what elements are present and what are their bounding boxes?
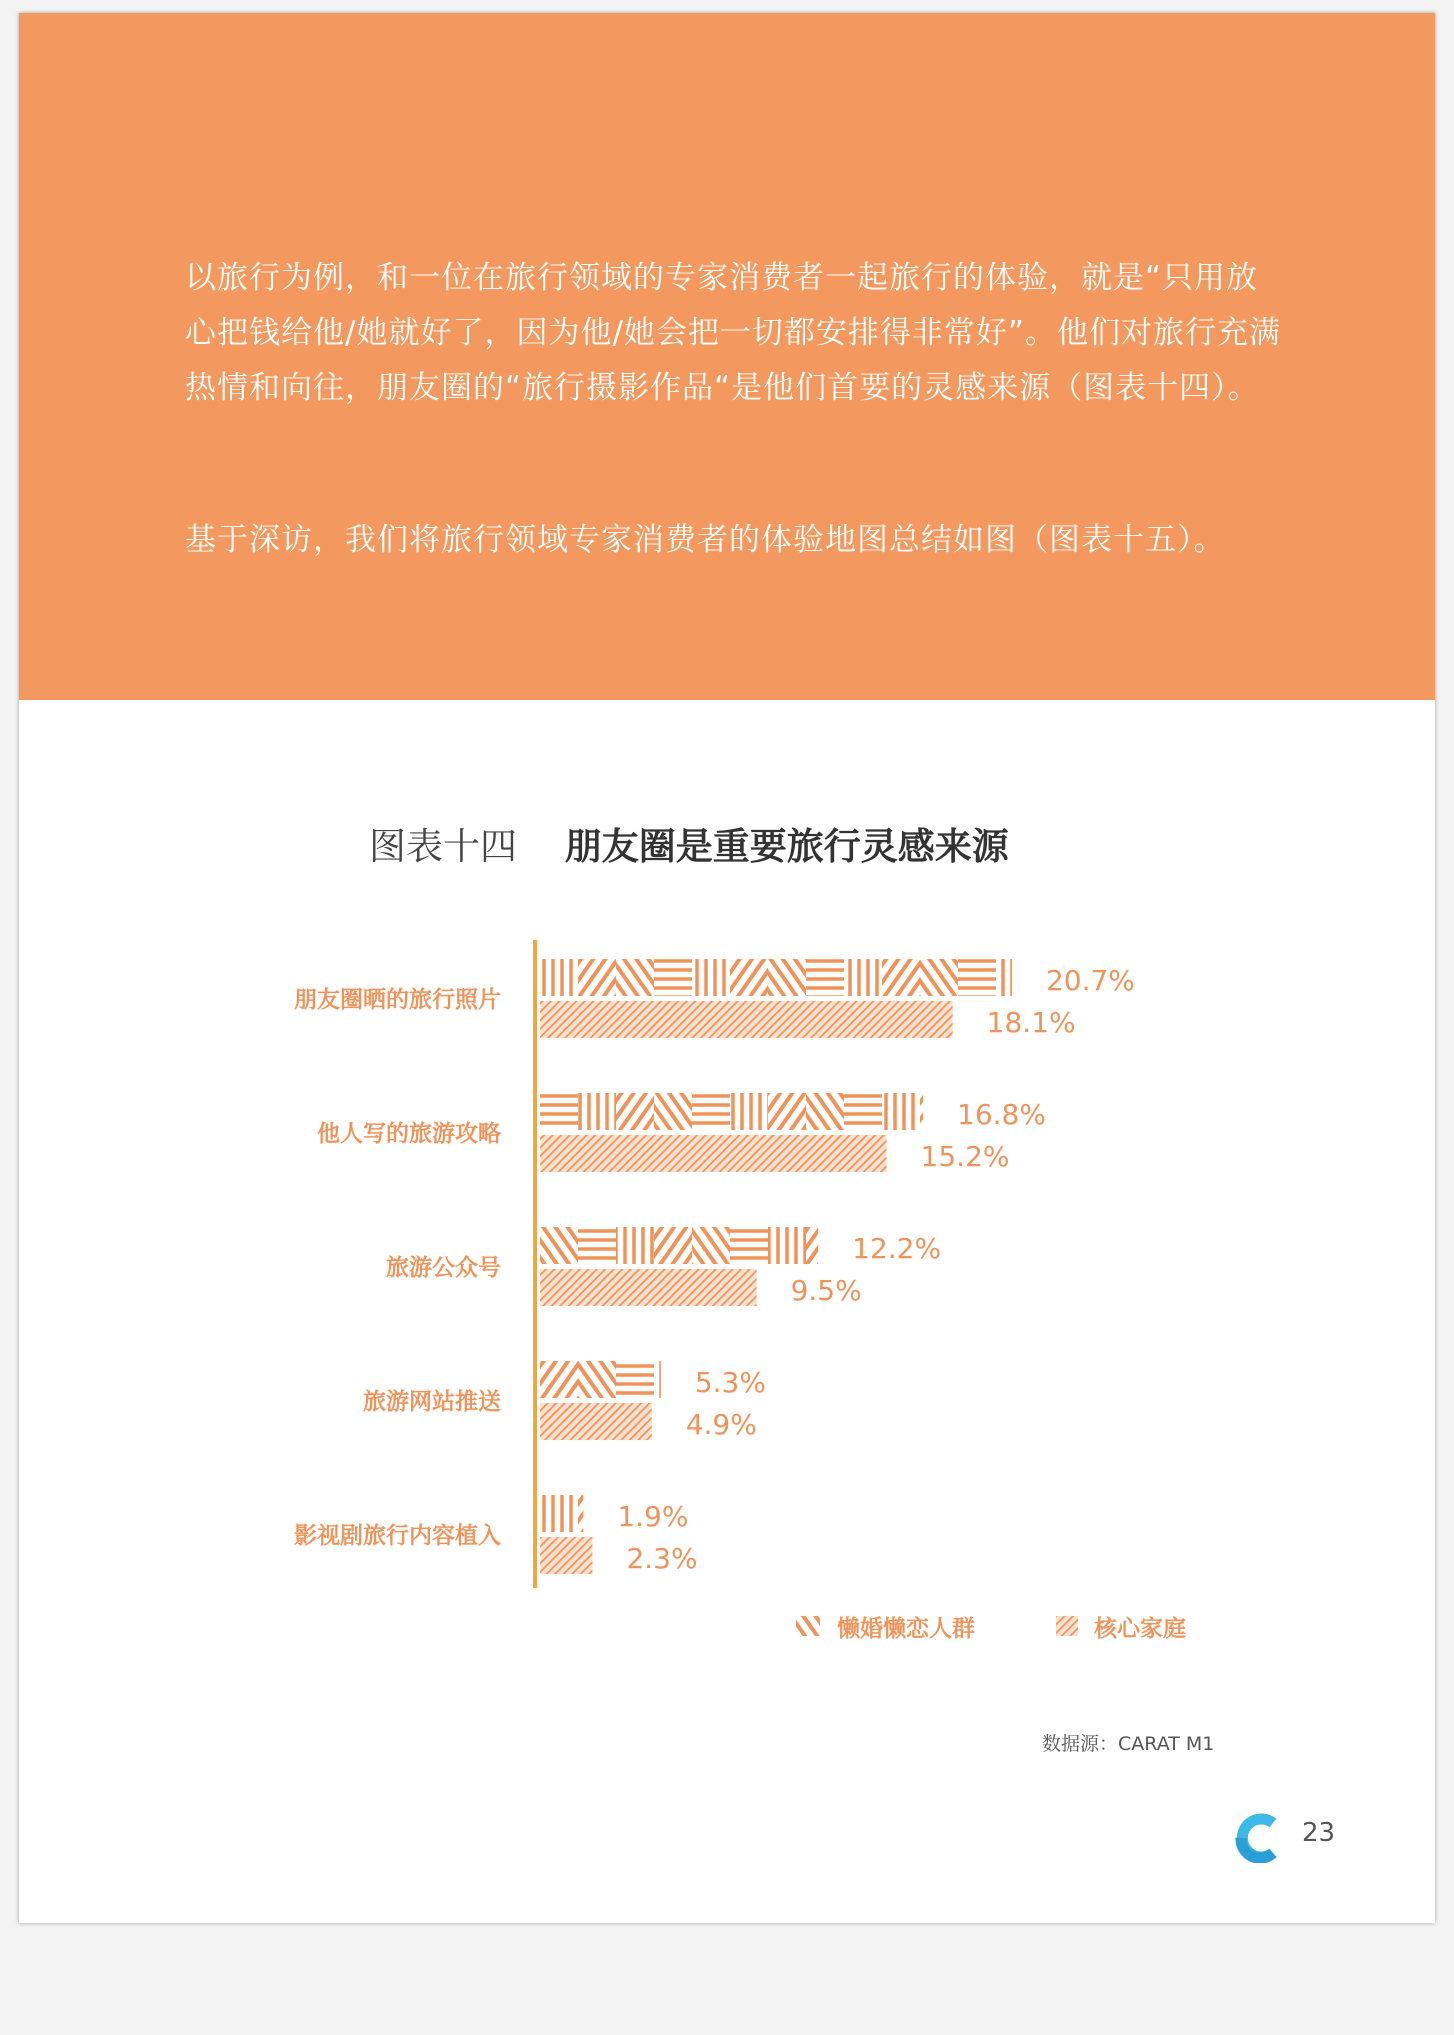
value-label: 20.7% (1045, 964, 1135, 997)
bar-series-2 (540, 1269, 757, 1306)
bar-segment (540, 1001, 953, 1038)
value-label: 1.9% (617, 1500, 689, 1533)
bar-texture-segment (578, 1227, 616, 1264)
bar-texture-segment (692, 1227, 730, 1264)
bar-texture-segment (578, 959, 616, 996)
bar-texture-segment (616, 959, 654, 996)
legend-swatch-series-1 (796, 1616, 820, 1636)
category-label: 旅游网站推送 (363, 1389, 501, 1415)
legend-swatch-series-2 (1056, 1616, 1078, 1636)
data-source: 数据源：CARAT M1 (1042, 1733, 1215, 1755)
bar-texture-segment (882, 959, 920, 996)
bar-texture-segment (692, 1093, 730, 1130)
chart-title-main: 朋友圈是重要旅行灵感来源 (564, 825, 1009, 868)
bar-series-1 (540, 1227, 818, 1264)
value-label: 4.9% (685, 1408, 757, 1441)
bar-texture-segment (806, 1227, 818, 1264)
bar-texture-segment (920, 1093, 923, 1130)
bar-texture-segment (540, 1227, 578, 1264)
bar-texture-segment (616, 1361, 654, 1398)
bar-texture-segment (616, 1227, 654, 1264)
bar-texture-segment (768, 959, 806, 996)
value-label: 12.2% (852, 1232, 942, 1265)
bar-series-2 (540, 1537, 592, 1574)
bar-texture-segment (540, 1093, 578, 1130)
bar-texture-segment (654, 959, 692, 996)
page (19, 13, 1435, 1923)
bar-chart (19, 13, 1435, 1923)
bar-series-1 (540, 1361, 661, 1398)
bar-series-2 (540, 1001, 953, 1038)
bar-texture-segment (654, 1361, 661, 1398)
bar-texture-segment (616, 1093, 654, 1130)
bar-segment (540, 1537, 592, 1574)
category-label: 影视剧旅行内容植入 (294, 1523, 501, 1549)
bar-texture-segment (730, 1227, 768, 1264)
bar-texture-segment (882, 1093, 920, 1130)
legend-label-series-1: 懒婚懒恋人群 (837, 1616, 975, 1642)
bar-segment (540, 1403, 652, 1440)
bar-series-1 (540, 959, 1012, 996)
value-label: 16.8% (957, 1098, 1046, 1131)
bar-segment (540, 1135, 887, 1172)
bar-texture-segment (540, 1495, 578, 1532)
category-label: 朋友圈晒的旅行照片 (294, 987, 501, 1013)
bar-series-1 (540, 1495, 583, 1532)
bar-texture-segment (996, 959, 1012, 996)
bar-texture-segment (730, 959, 768, 996)
intro-paragraph-1: 以旅行为例，和一位在旅行领域的专家消费者一起旅行的体验，就是“只用放心把钱给他/她就好了，因为他/她会把一切都安排得非常好”。他们对旅行充满热情和向往，朋友圈的“旅行摄影作品“是他们首要的灵感来源（图表十四）。 (185, 260, 1281, 406)
bar-texture-segment (730, 1093, 768, 1130)
bar-series-2 (540, 1135, 887, 1172)
bar-texture-segment (540, 1361, 578, 1398)
category-label: 他人写的旅游攻略 (317, 1121, 501, 1147)
bar-texture-segment (844, 959, 882, 996)
bar-texture-segment (578, 1495, 583, 1532)
value-label: 5.3% (694, 1366, 766, 1399)
brand-logo-icon (1235, 1813, 1281, 1863)
page-number: 23 (1302, 1818, 1336, 1848)
bar-texture-segment (844, 1093, 882, 1130)
bar-texture-segment (806, 1093, 844, 1130)
value-label: 15.2% (920, 1140, 1010, 1173)
bar-texture-segment (692, 959, 730, 996)
bar-texture-segment (540, 959, 578, 996)
bar-texture-segment (654, 1227, 692, 1264)
bar-series-2 (540, 1403, 652, 1440)
bar-texture-segment (920, 959, 958, 996)
chart-title-number: 图表十四 (369, 825, 517, 868)
legend-item-series-2 (1056, 1615, 1186, 1642)
bar-texture-segment (654, 1093, 692, 1130)
value-label: 9.5% (790, 1274, 862, 1307)
category-label: 旅游公众号 (386, 1255, 501, 1281)
bar-texture-segment (768, 1227, 806, 1264)
bar-texture-segment (958, 959, 996, 996)
value-label: 2.3% (626, 1542, 698, 1575)
bar-series-1 (540, 1093, 923, 1130)
bar-texture-segment (578, 1093, 616, 1130)
bar-texture-segment (806, 959, 844, 996)
intro-paragraph-2: 基于深访，我们将旅行领域专家消费者的体验地图总结如图（图表十五）。 (185, 522, 1226, 558)
bar-segment (540, 1269, 757, 1306)
bar-texture-segment (578, 1361, 616, 1398)
legend-item-series-1 (796, 1615, 975, 1642)
bar-texture-segment (768, 1093, 806, 1130)
value-label: 18.1% (986, 1006, 1076, 1039)
legend-label-series-2: 核心家庭 (1094, 1616, 1186, 1642)
